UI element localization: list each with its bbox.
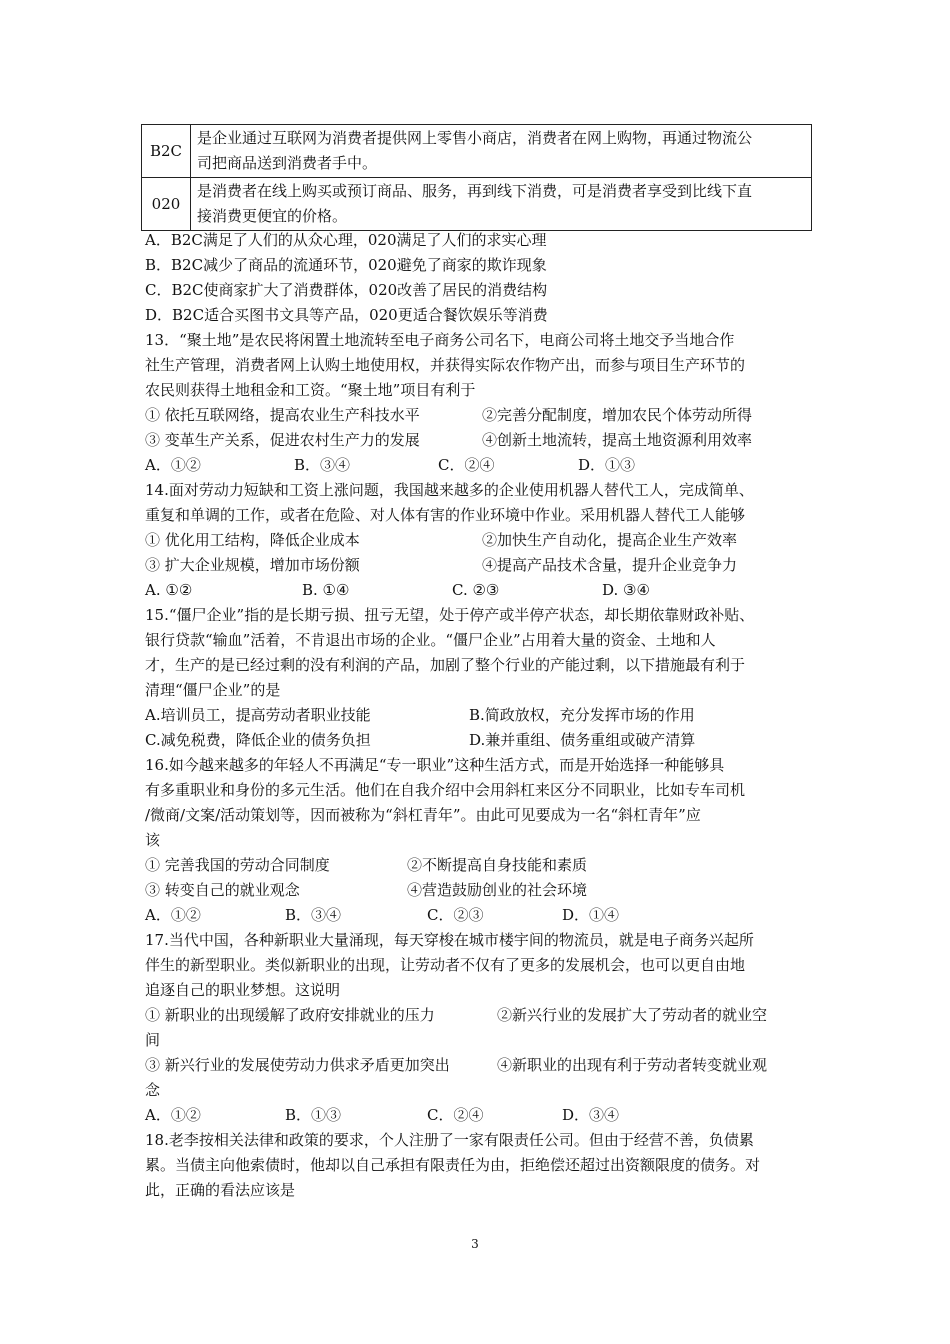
statement: ④提高产品技术含量，提升企业竞争力	[482, 556, 738, 574]
choice: C. ②③	[452, 581, 500, 599]
question-stem-line: 15.“僵尸企业”指的是长期亏损、扭亏无望，处于停产或半停产状态，却长期依靠财政补贴、	[145, 606, 755, 624]
statement: ④营造鼓励创业的社会环境	[407, 881, 588, 899]
question-stem-line: 银行贷款“输血”活着，不肯退出市场的企业。“僵尸企业”占用着大量的资金、土地和人	[145, 631, 716, 649]
term-cell: B2C	[142, 125, 191, 178]
option-line: A．B2C满足了人们的从众心理，020满足了人们的求实心理	[145, 231, 547, 249]
question-stem-line: 才，生产的是已经过剩的没有利润的产品，加剧了整个行业的产能过剩，以下措施最有利于	[145, 656, 746, 674]
choice: D.兼并重组、债务重组或破产清算	[469, 731, 696, 749]
question-stem-line: 17.当代中国，各种新职业大量涌现，每天穿梭在城市楼宇间的物流员，就是电子商务兴起所	[145, 931, 754, 949]
statement: ① 新职业的出现缓解了政府安排就业的压力	[145, 1006, 435, 1024]
question-stem-line: /微商/文案/活动策划等，因而被称为“斜杠青年”。由此可见要成为一名“斜杠青年”应	[145, 806, 701, 824]
table-row	[142, 125, 812, 178]
choice: C．②④	[427, 1106, 484, 1124]
statement: ②新兴行业的发展扩大了劳动者的就业空	[497, 1006, 768, 1024]
term-cell: 020	[142, 178, 191, 231]
statement: ① 完善我国的劳动合同制度	[145, 856, 330, 874]
choice: B．③④	[294, 456, 351, 474]
choice: D．①③	[578, 456, 636, 474]
option-line: C．B2C使商家扩大了消费群体，020改善了居民的消费结构	[145, 281, 548, 299]
question-stem-line: 13．“聚土地”是农民将闲置土地流转至电子商务公司名下，电商公司将土地交予当地合作	[145, 331, 735, 349]
question-stem-line: 农民则获得土地租金和工资。“聚土地”项目有利于	[145, 381, 476, 399]
choice: A．①②	[145, 456, 201, 474]
choice: D．③④	[562, 1106, 620, 1124]
choice: B．①③	[285, 1106, 342, 1124]
option-line: D．B2C适合买图书文具等产品，020更适合餐饮娱乐等消费	[145, 306, 548, 324]
question-stem-line: 此，正确的看法应该是	[145, 1181, 296, 1199]
statement: ③ 新兴行业的发展使劳动力供求矛盾更加突出	[145, 1056, 450, 1074]
choice: D. ③④	[602, 581, 650, 599]
statement: ① 依托互联网络，提高农业生产科技水平	[145, 406, 420, 424]
statement: ②不断提高自身技能和素质	[407, 856, 588, 874]
option-line: B．B2C减少了商品的流通环节，020避免了商家的欺诈现象	[145, 256, 547, 274]
choice: A. ①②	[145, 581, 193, 599]
statement-continuation: 念	[145, 1081, 161, 1099]
choice: B．③④	[285, 906, 342, 924]
choice: C.减免税费，降低企业的债务负担	[145, 731, 371, 749]
question-stem-line: 清理“僵尸企业”的是	[145, 681, 281, 699]
question-stem-line: 16.如今越来越多的年轻人不再满足“专一职业”这种生活方式，而是开始选择一种能够具	[145, 756, 725, 774]
question-stem-line: 重复和单调的工作，或者在危险、对人体有害的作业环境中作业。采用机器人替代工人能够	[145, 506, 746, 524]
model-definition-table	[141, 124, 812, 231]
choice: A．①②	[145, 906, 201, 924]
choice: C．②④	[438, 456, 495, 474]
statement: ③ 扩大企业规模，增加市场份额	[145, 556, 360, 574]
choice: A.培训员工，提高劳动者职业技能	[145, 706, 371, 724]
choice: B.简政放权，充分发挥市场的作用	[469, 706, 695, 724]
question-stem-line: 伴生的新型职业。类似新职业的出现，让劳动者不仅有了更多的发展机会，也可以更自由地	[145, 956, 746, 974]
statement: ① 优化用工结构，降低企业成本	[145, 531, 360, 549]
question-stem-line: 累。当债主向他索债时，他却以自己承担有限责任为由，拒绝偿还超过出资额限度的债务。对	[145, 1156, 761, 1174]
question-stem-line: 社生产管理，消费者网上认购土地使用权，并获得实际农作物产出，而参与项目生产环节的	[145, 356, 746, 374]
question-stem-line: 14.面对劳动力短缺和工资上涨问题，我国越来越多的企业使用机器人替代工人，完成简单、	[145, 481, 754, 499]
description-cell: 是企业通过互联网为消费者提供网上零售小商店，消费者在网上购物，再通过物流公 司把商品送到消费者手中。	[191, 125, 812, 178]
table-row	[142, 178, 812, 231]
choice: B. ①④	[302, 581, 350, 599]
description-cell: 是消费者在线上购买或预订商品、服务，再到线下消费，可是消费者享受到比线下直 接消费更便宜的价格。	[191, 178, 812, 231]
choice: A．①②	[145, 1106, 201, 1124]
statement: ②完善分配制度，增加农民个体劳动所得	[482, 406, 753, 424]
statement-continuation: 间	[145, 1031, 161, 1049]
question-stem-line: 该	[145, 831, 161, 849]
statement: ③ 变革生产关系，促进农村生产力的发展	[145, 431, 420, 449]
statement: ②加快生产自动化，提高企业生产效率	[482, 531, 738, 549]
question-stem-line: 18.老李按相关法律和政策的要求，个人注册了一家有限责任公司。但由于经营不善，负债累	[145, 1131, 754, 1149]
choice: C．②③	[427, 906, 484, 924]
question-stem-line: 追逐自己的职业梦想。这说明	[145, 981, 341, 999]
statement: ④创新土地流转，提高土地资源利用效率	[482, 431, 753, 449]
statement: ③ 转变自己的就业观念	[145, 881, 300, 899]
page-number: 3	[471, 1237, 479, 1251]
statement: ④新职业的出现有利于劳动者转变就业观	[497, 1056, 768, 1074]
choice: D．①④	[562, 906, 620, 924]
question-stem-line: 有多重职业和身份的多元生活。他们在自我介绍中会用斜杠来区分不同职业，比如专车司机	[145, 781, 746, 799]
